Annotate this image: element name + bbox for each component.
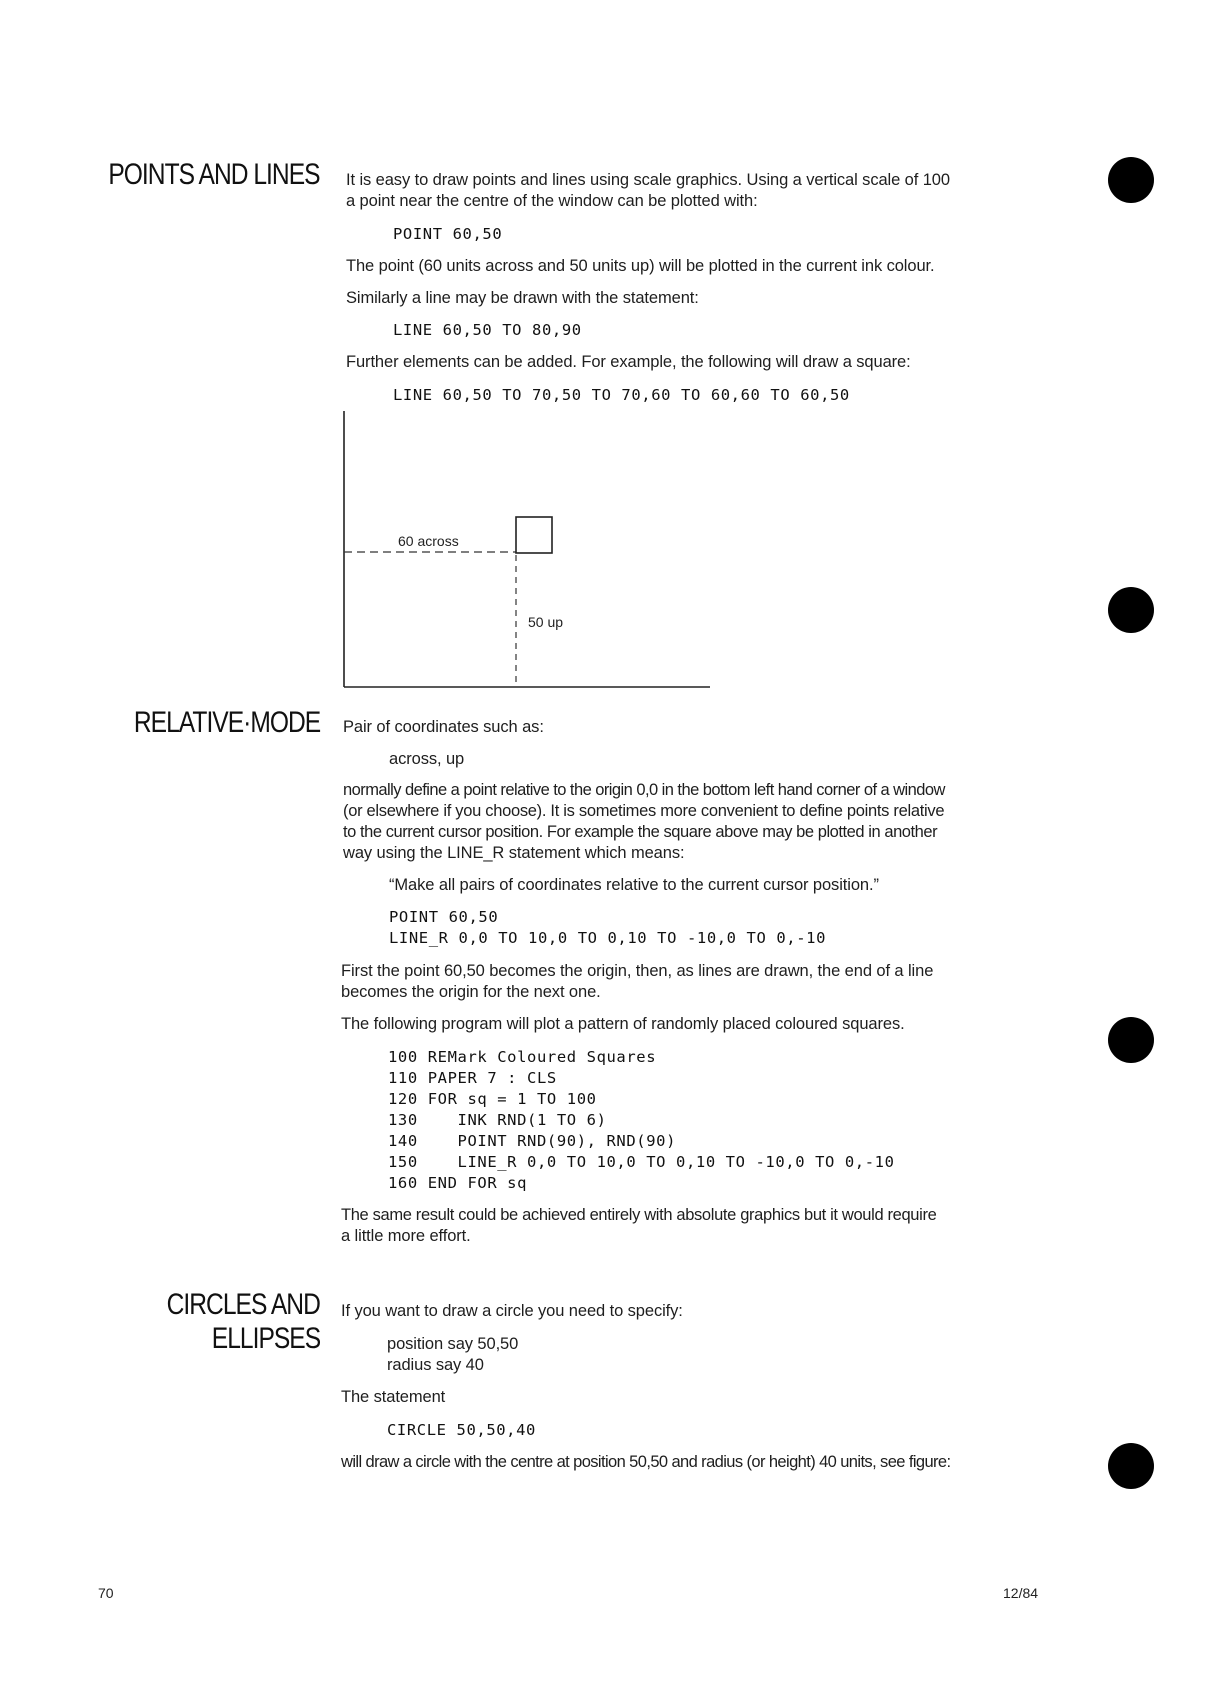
program-line: 110 PAPER 7 : CLS xyxy=(388,1069,557,1087)
paragraph: It is easy to draw points and lines using scale graphics. Using a vertical scale of 100 xyxy=(346,171,950,189)
program-line: 140 POINT RND(90), RND(90) xyxy=(388,1132,677,1150)
code-line: LINE 60,50 TO 80,90 xyxy=(393,321,582,339)
code-line: POINT 60,50 xyxy=(389,908,499,926)
section-heading-circles-line2: ELLIPSES xyxy=(211,1322,320,1355)
paragraph: a little more effort. xyxy=(341,1227,471,1245)
paragraph: The following program will plot a pattern of randomly placed coloured squares. xyxy=(341,1015,905,1033)
paragraph: Similarly a line may be drawn with the statement: xyxy=(346,289,699,307)
section-heading-circles-line1: CIRCLES AND xyxy=(166,1288,320,1321)
program-line: 120 FOR sq = 1 TO 100 xyxy=(388,1090,597,1108)
paragraph: (or elsewhere if you choose). It is sometimes more convenient to define points relative xyxy=(343,802,945,820)
paragraph: position say 50,50 xyxy=(387,1335,519,1353)
section-heading-points-and-lines: POINTS AND LINES xyxy=(108,158,320,191)
paragraph: becomes the origin for the next one. xyxy=(341,983,601,1001)
punch-hole xyxy=(1108,157,1154,203)
paragraph: will draw a circle with the centre at position 50,50 and radius (or height) 40 units, see figure: xyxy=(341,1453,951,1471)
paragraph: a point near the centre of the window can be plotted with: xyxy=(346,192,758,210)
paragraph: The point (60 units across and 50 units up) will be plotted in the current ink colour. xyxy=(346,257,935,275)
paragraph: Pair of coordinates such as: xyxy=(343,718,544,736)
quote: “Make all pairs of coordinates relative to the current cursor position.” xyxy=(389,876,879,894)
paragraph: normally define a point relative to the origin 0,0 in the bottom left hand corner of a window xyxy=(343,781,945,799)
program-line: 100 REMark Coloured Squares xyxy=(388,1048,657,1066)
paragraph: across, up xyxy=(389,750,465,768)
program-line: 150 LINE_R 0,0 TO 10,0 TO 0,10 TO -10,0 TO 0,-10 xyxy=(388,1153,895,1171)
up-label: 50 up xyxy=(528,614,564,630)
square-shape xyxy=(516,517,552,553)
paragraph: The statement xyxy=(341,1388,446,1406)
page-number: 70 xyxy=(98,1585,114,1601)
punch-hole xyxy=(1108,1017,1154,1063)
paragraph: First the point 60,50 becomes the origin, then, as lines are drawn, the end of a line xyxy=(341,962,934,980)
footer-date: 12/84 xyxy=(1003,1585,1039,1601)
across-label: 60 across xyxy=(398,533,459,549)
punch-hole xyxy=(1108,587,1154,633)
code-line: CIRCLE 50,50,40 xyxy=(387,1421,536,1439)
code-line: POINT 60,50 xyxy=(393,225,503,243)
paragraph: Further elements can be added. For example, the following will draw a square: xyxy=(346,353,911,371)
paragraph: The same result could be achieved entirely with absolute graphics but it would require xyxy=(341,1206,937,1224)
code-line: LINE 60,50 TO 70,50 TO 70,60 TO 60,60 TO 60,50 xyxy=(393,386,850,404)
coordinate-figure xyxy=(338,405,718,695)
section-heading-relative-mode: RELATIVE·MODE xyxy=(133,706,320,739)
paragraph: to the current cursor position. For example the square above may be plotted in another xyxy=(343,823,938,841)
paragraph: way using the LINE_R statement which means: xyxy=(343,844,685,862)
code-line: LINE_R 0,0 TO 10,0 TO 0,10 TO -10,0 TO 0,-10 xyxy=(389,929,826,947)
punch-hole xyxy=(1108,1443,1154,1489)
paragraph: radius say 40 xyxy=(387,1356,484,1374)
paragraph: If you want to draw a circle you need to specify: xyxy=(341,1302,683,1320)
program-line: 130 INK RND(1 TO 6) xyxy=(388,1111,607,1129)
program-line: 160 END FOR sq xyxy=(388,1174,528,1192)
